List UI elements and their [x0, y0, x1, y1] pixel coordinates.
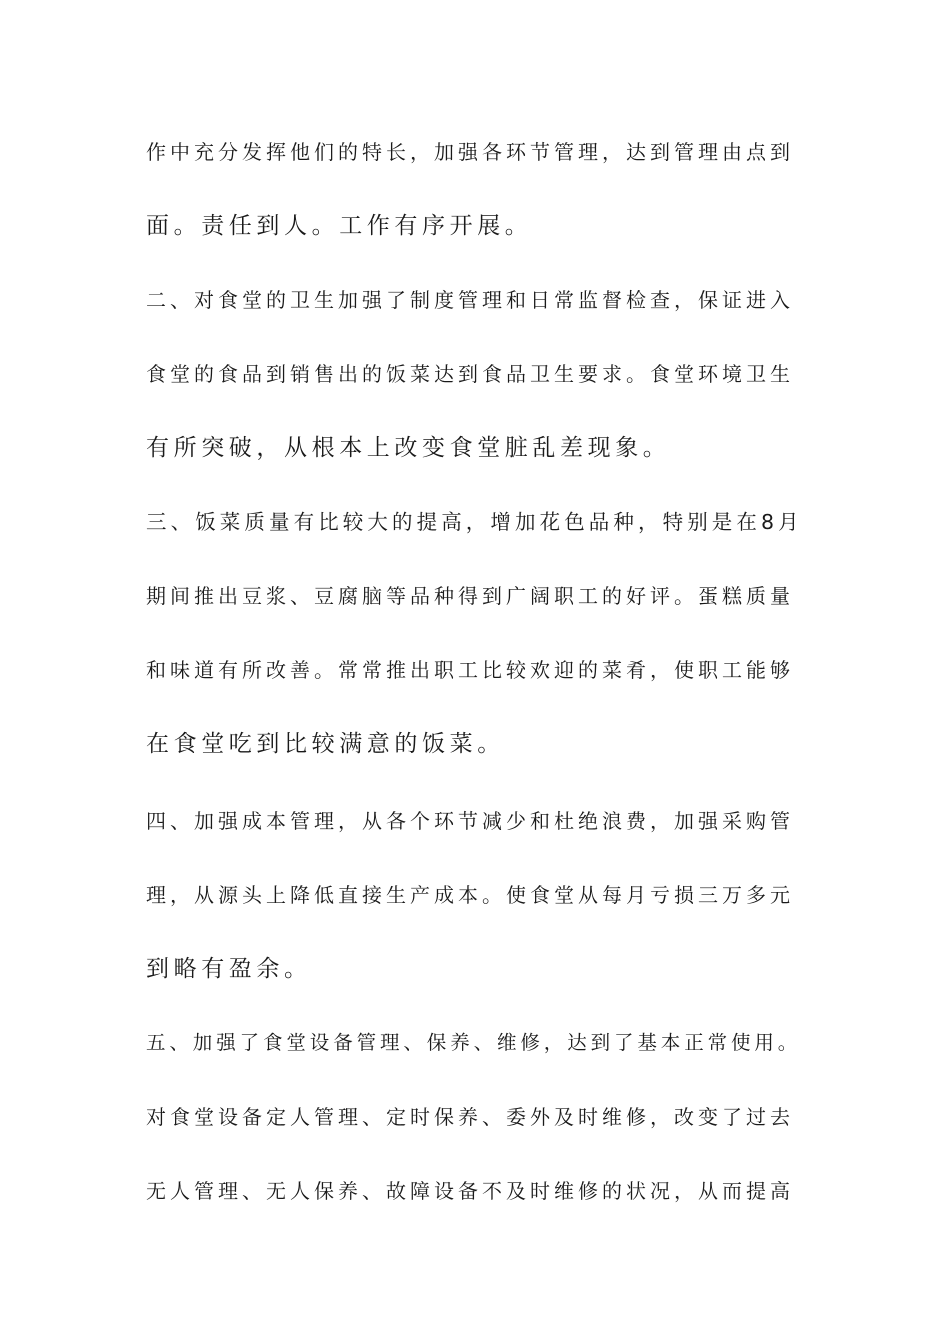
- paragraph-line-15: 无人管理、无人保养、故障设备不及时维修的状况，从而提高: [146, 1179, 794, 1203]
- paragraph-line-8: 和味道有所改善。常常推出职工比较欢迎的菜肴，使职工能够: [146, 658, 794, 682]
- paragraph-line-12: 到略有盈余。: [146, 956, 312, 982]
- paragraph-line-4: 食堂的食品到销售出的饭菜达到食品卫生要求。食堂环境卫生: [146, 362, 794, 386]
- paragraph-line-13: 五、加强了食堂设备管理、保养、维修，达到了基本正常使用。: [146, 1031, 802, 1054]
- paragraph-line-11: 理，从源头上降低直接生产成本。使食堂从每月亏损三万多元: [146, 883, 794, 907]
- paragraph-line-6: 三、饭菜质量有比较大的提高，增加花色品种，特别是在8月: [146, 510, 803, 534]
- paragraph-line-10: 四、加强成本管理，从各个环节减少和杜绝浪费，加强采购管: [146, 809, 794, 833]
- paragraph-line-2: 面。责任到人。工作有序开展。: [146, 213, 533, 239]
- paragraph-line-7: 期间推出豆浆、豆腐脑等品种得到广阔职工的好评。蛋糕质量: [146, 584, 794, 608]
- paragraph-line-1: 作中充分发挥他们的特长，加强各环节管理，达到管理由点到: [146, 140, 794, 164]
- paragraph-line-5: 有所突破，从根本上改变食堂脏乱差现象。: [146, 435, 671, 461]
- paragraph-line-9: 在食堂吃到比较满意的饭菜。: [146, 731, 505, 757]
- paragraph-line-14: 对食堂设备定人管理、定时保养、委外及时维修，改变了过去: [146, 1105, 794, 1129]
- paragraph-line-3: 二、对食堂的卫生加强了制度管理和日常监督检查，保证进入: [146, 288, 794, 312]
